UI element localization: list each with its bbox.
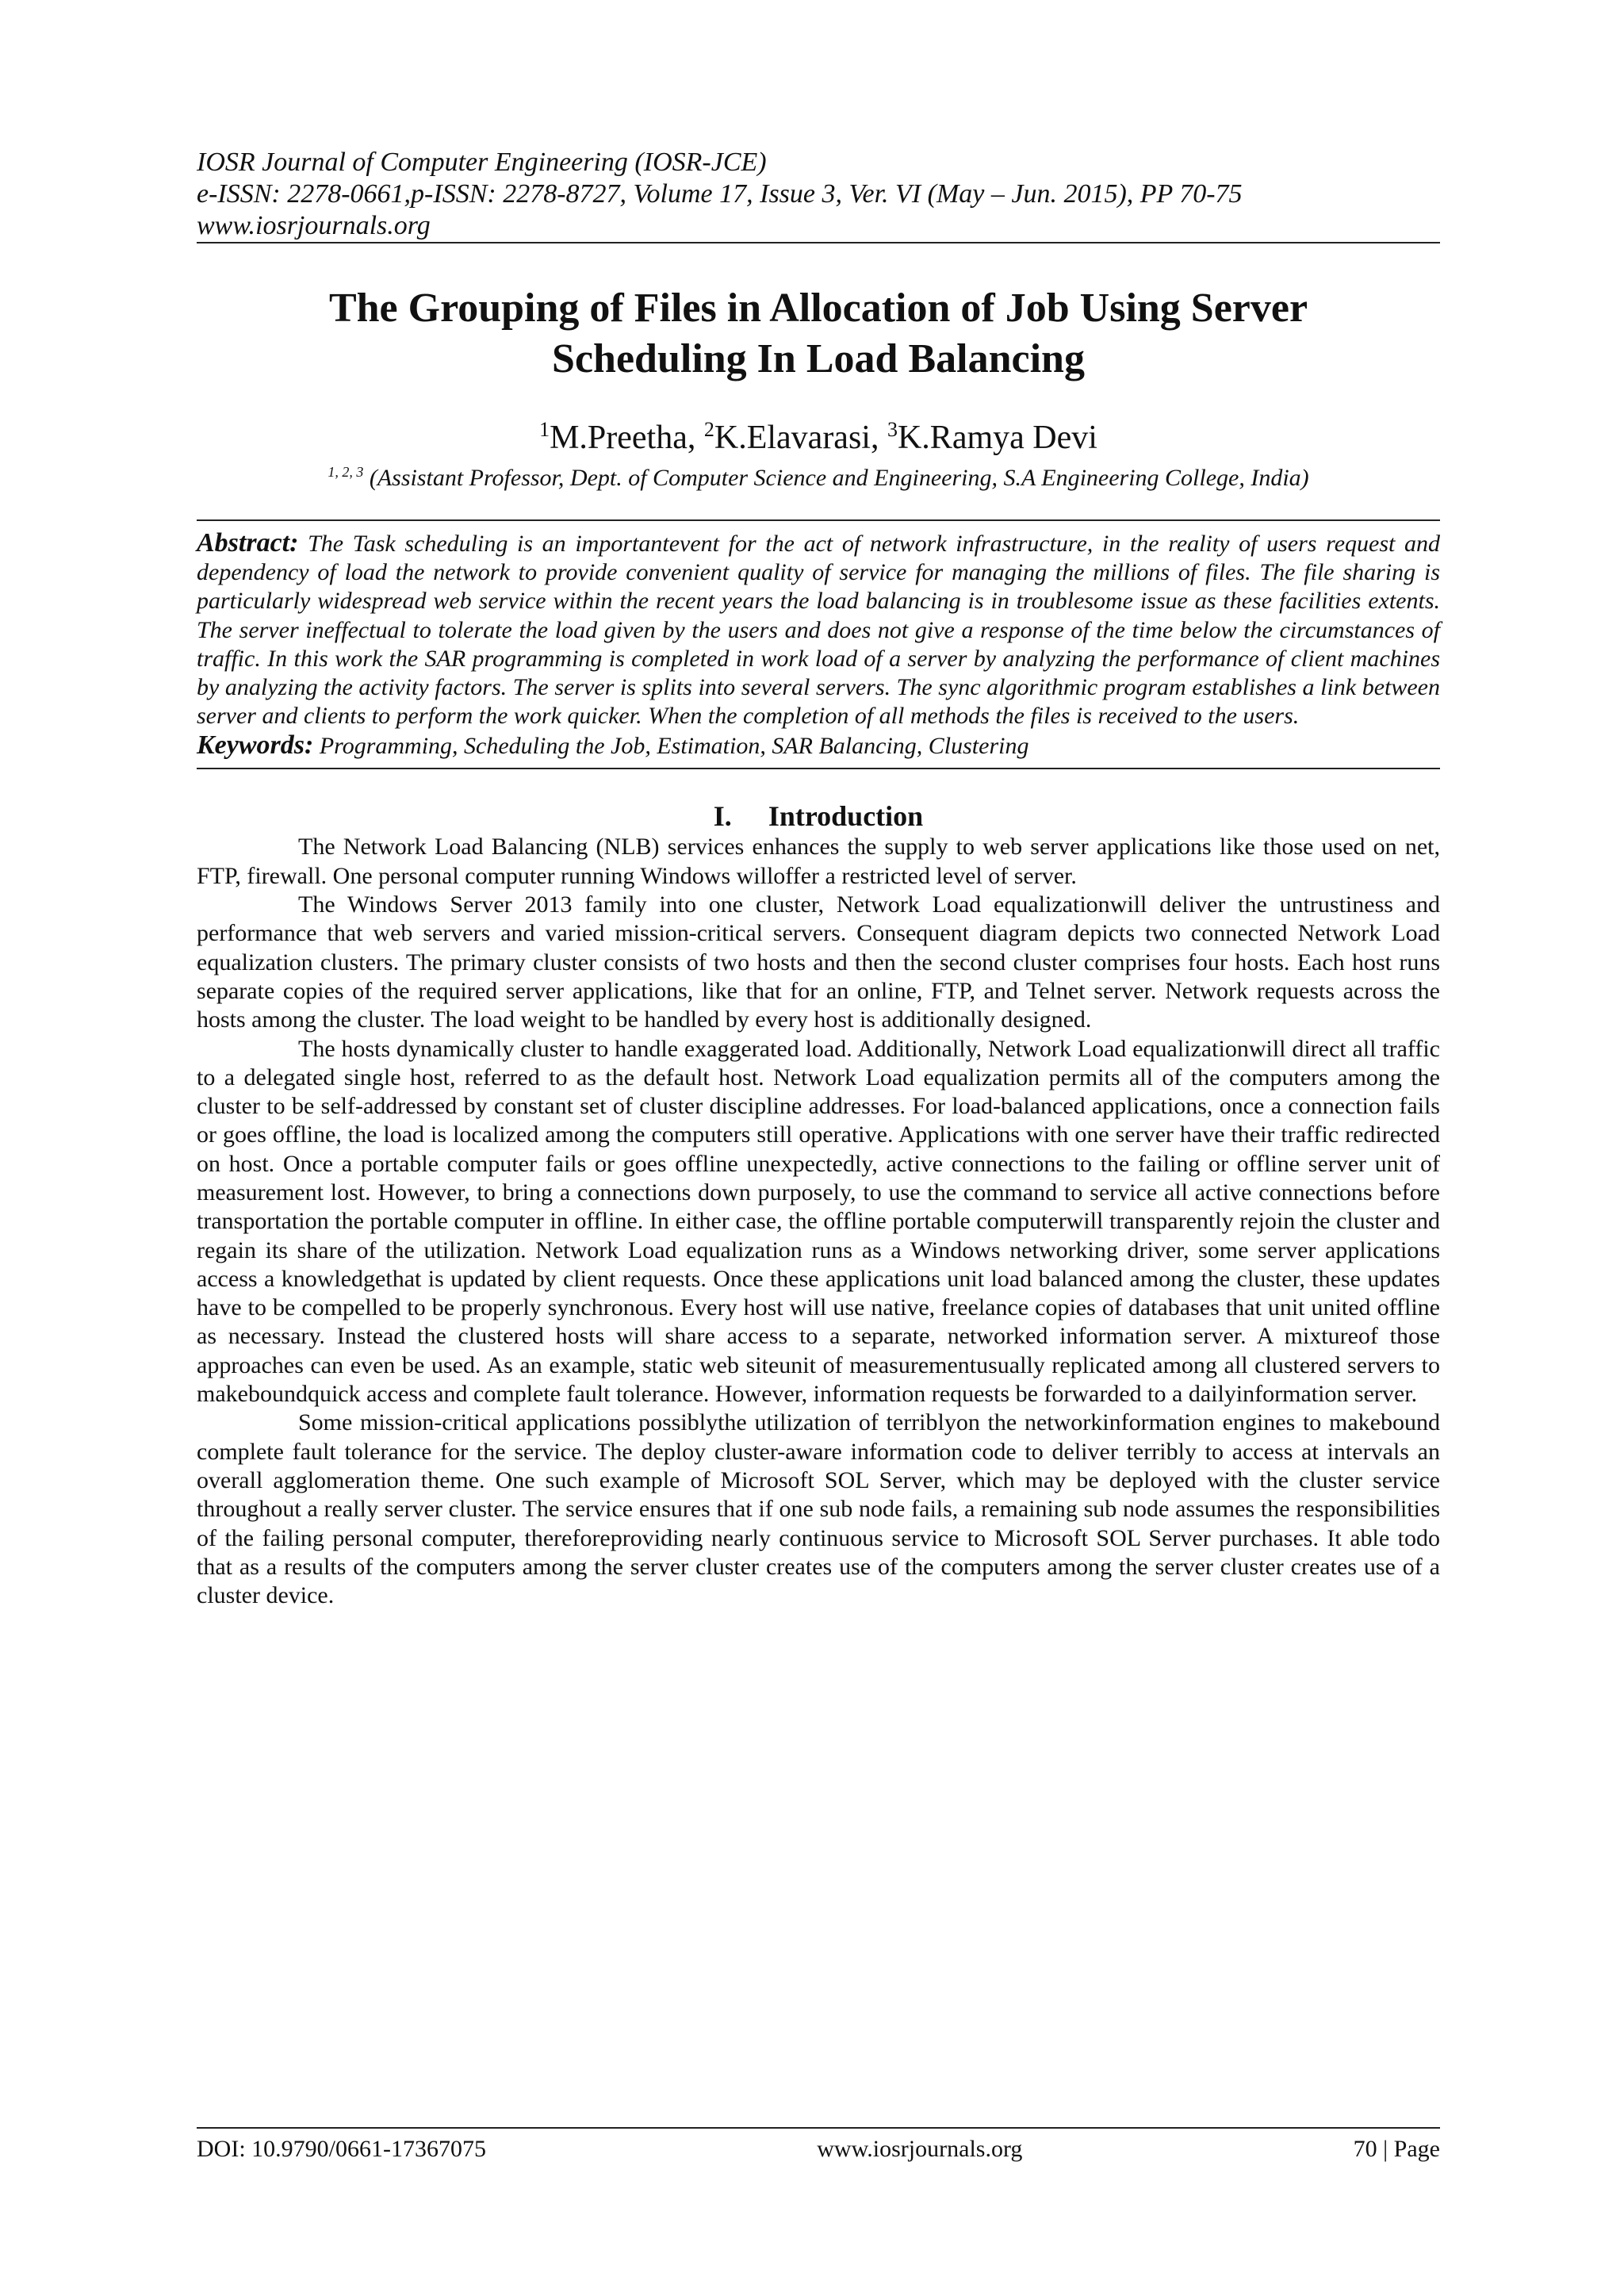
keywords-text: Programming, Scheduling the Job, Estimation, SAR Balancing, Clustering [319, 733, 1029, 760]
abstract-label: Abstract: [197, 528, 299, 558]
affiliation-text: (Assistant Professor, Dept. of Computer Science and Engineering, S.A Engineering College, India) [369, 465, 1309, 491]
paper-page [197, 147, 1440, 1610]
abstract-text: The Task scheduling is an importantevent for the act of network infrastructure, in the reality of users request and dependency of load the network to provide convenient quality of service for managing the millions of files. The file sharing is particularly widespread web service within the recent years the load balancing is in troublesome issue as these facilities extents. The server ineffectual to tolerate the load given by the users and does not give a response of the time below the circumstances of traffic. In this work the SAR programming is completed in work load of a server by analyzing the performance of client machines by analyzing the activity factors. The server is splits into several servers. The sync algorithmic program establishes a link between server and clients to perform the work quicker. When the completion of all methods the files is received to the users. [197, 531, 1441, 730]
introduction-body [197, 833, 1440, 1610]
author-2-sup: 2 [703, 418, 714, 441]
author-2-name: K.Elavarasi, [714, 420, 879, 456]
paper-title [197, 283, 1440, 385]
title-line-1: The Grouping of Files in Allocation of Job Using Server [328, 286, 1308, 331]
section-heading-introduction [197, 799, 1440, 833]
title-line-2: Scheduling In Load Balancing [552, 336, 1085, 381]
author-1-name: M.Preetha, [550, 420, 696, 456]
footer-website[interactable]: www.iosrjournals.org [817, 2136, 1023, 2162]
author-3-sup: 3 [887, 418, 898, 441]
journal-website[interactable]: www.iosrjournals.org [197, 211, 431, 240]
header-rule [197, 242, 1440, 243]
footer-doi: DOI: 10.9790/0661-17367075 [197, 2136, 486, 2162]
paragraph: The Windows Server 2013 family into one cluster, Network Load equalizationwill deliver the untrustiness and performance that web servers and varied mission-critical servers. Consequent diagram depicts two connected Network Load equalization clusters. The primary cluster consists of two hosts and then the second cluster comprises four hosts. Each host runs separate copies of the required server applications, like that for an online, FTP, and Telnet server. Network requests across the hosts among the cluster. The load weight to be handled by every host is additionally designed. [197, 891, 1440, 1033]
author-3-name: K.Ramya Devi [897, 420, 1097, 456]
footer-page-number: 70 | Page [1353, 2136, 1440, 2162]
paragraph: The Network Load Balancing (NLB) services enhances the supply to web server applications like those used on net, FTP, firewall. One personal computer running Windows willoffer a restricted level of server. [197, 834, 1440, 889]
journal-name: IOSR Journal of Computer Engineering (IOSR-JCE) [197, 148, 767, 177]
author-1-sup: 1 [539, 418, 550, 441]
affiliation-sup: 1, 2, 3 [327, 464, 364, 480]
affiliation [197, 458, 1440, 493]
section-title: Introduction [768, 800, 924, 833]
keywords-label: Keywords: [197, 730, 314, 761]
keywords [197, 730, 1440, 761]
paragraph: Some mission-critical applications possiblythe utilization of terriblyon the networkinformation engines to makebound complete fault tolerance for the service. The deploy cluster-aware information code to deliver terribly to access at intervals an overall agglomeration theme. One such example of Microsoft SOL Server, which may be deployed with the cluster service throughout a really server cluster. The service ensures that if one sub node fails, a remaining sub node assumes the responsibilities of the failing personal computer, thereforeproviding nearly continuous service to Microsoft SOL Server purchases. It able todo that as a results of the computers among the server cluster creates use of the computers among the server cluster creates use of a cluster device. [197, 1409, 1440, 1609]
journal-issn: e-ISSN: 2278-0661,p-ISSN: 2278-8727, Volume 17, Issue 3, Ver. VI (May – Jun. 2015), PP 70-75 [197, 179, 1243, 209]
journal-header [197, 147, 1440, 242]
paragraph: The hosts dynamically cluster to handle exaggerated load. Additionally, Network Load equalizationwill direct all traffic to a delegated single host, referred to as the default host. Network Load equalization permits all of the computers among the cluster to be self-addressed by constant set of cluster discipline addresses. For load-balanced applications, once a connection fails or goes offline, the load is localized among the computers still operative. Applications with one server have their traffic redirected on host. Once a portable computer fails or goes offline unexpectedly, active connections to the failing or offline server unit of measurement lost. However, to bring a connections down purposely, to use the command to service all active connections before transportation the portable computer in offline. In either case, the offline portable computerwill transparently rejoin the cluster and regain its share of the utilization. Network Load equalization runs as a Windows networking driver, some server applications access a knowledgethat is updated by client requests. Once these applications unit load balanced among the cluster, these updates have to be compelled to be properly synchronous. Every host will use native, freelance copies of databases that unit united offline as necessary. Instead the clustered hosts will share access to a separate, networked information server. A mixtureof those approaches can even be used. As an example, static web siteunit of measurementusually replicated among all clustered servers to makeboundquick access and complete fault tolerance. However, information requests be forwarded to a dailyinformation server. [197, 1035, 1440, 1408]
abstract [197, 529, 1440, 730]
section-number: I. [713, 800, 732, 833]
page-footer [197, 2127, 1440, 2164]
abstract-box [197, 519, 1440, 769]
author-list [197, 410, 1440, 458]
